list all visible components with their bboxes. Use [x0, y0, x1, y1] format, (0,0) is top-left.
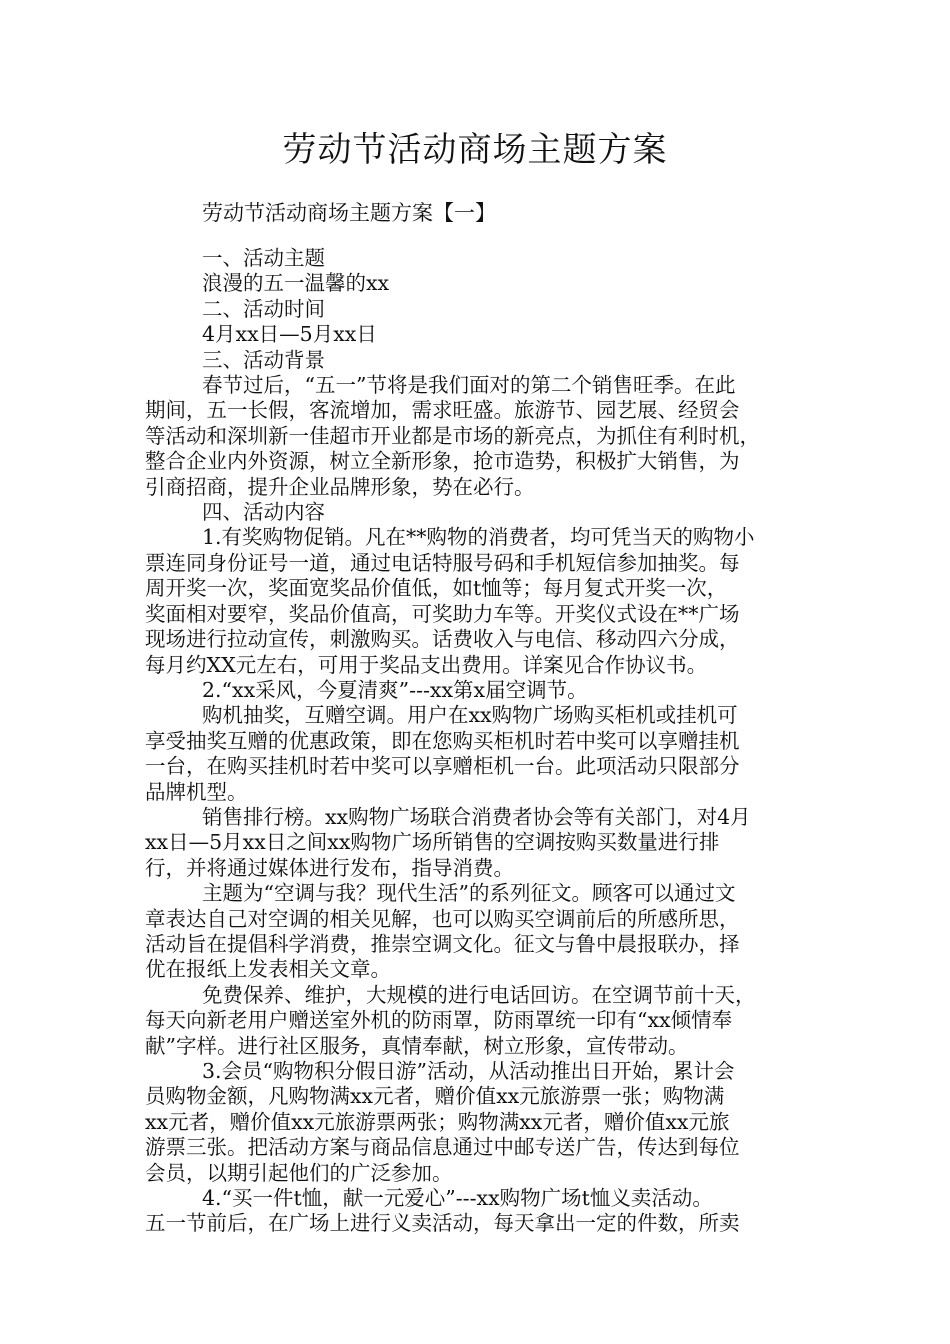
body-line: 销售排行榜。xx购物广场联合消费者协会等有关部门，对4月 — [202, 804, 751, 829]
document-title: 劳动节活动商场主题方案 — [282, 130, 668, 170]
body-line: 游票三张。把活动方案与商品信息通过中邮专送广告，传达到每位 — [145, 1135, 740, 1160]
body-line: 每月约XX元左右，可用于奖品支出费用。详案见合作协议书。 — [145, 652, 708, 677]
body-line: 行，并将通过媒体进行发布，指导消费。 — [145, 855, 514, 880]
document-subtitle: 劳动节活动商场主题方案【一】 — [202, 201, 496, 225]
body-line: xx元者，赠价值xx元旅游票两张；购物满xx元者，赠价值xx元旅 — [145, 1109, 730, 1134]
body-line: 2.“xx采风，今夏清爽”---xx第x届空调节。 — [202, 677, 588, 702]
body-line: 一台，在购买挂机时若中奖可以享赠柜机一台。此项活动只限部分 — [145, 754, 740, 779]
body-line: 等活动和深圳新一佳超市开业都是市场的新亮点，为抓住有利时机， — [145, 423, 760, 448]
body-line: 周开奖一次，奖面宽奖品价值低，如t恤等；每月复式开奖一次， — [145, 576, 728, 601]
body-line: 期间，五一长假，客流增加，需求旺盛。旅游节、园艺展、经贸会 — [145, 398, 740, 423]
body-line: 品牌机型。 — [145, 779, 248, 804]
document-body — [145, 246, 825, 1237]
body-line: 员购物金额，凡购物满xx元者，赠价值xx元旅游票一张；购物满 — [145, 1084, 725, 1109]
body-line: 章表达自己对空调的相关见解，也可以购买空调前后的所感所思， — [145, 906, 740, 931]
body-line: 享受抽奖互赠的优惠政策，即在您购买柜机时若中奖可以享赠挂机 — [145, 728, 740, 753]
body-line: 1.有奖购物促销。凡在**购物的消费者，均可凭当天的购物小 — [202, 525, 755, 550]
body-line: 五一节前后，在广场上进行义卖活动，每天拿出一定的件数，所卖 — [145, 1211, 740, 1236]
body-line: 奖面相对要窄，奖品价值高，可奖助力车等。开奖仪式设在**广场 — [145, 601, 740, 626]
body-line: 现场进行拉动宣传，刺激购买。话费收入与电信、移动四六分成， — [145, 627, 740, 652]
body-line: 每天向新老用户赠送室外机的防雨罩，防雨罩统一印有“xx倾情奉 — [145, 1008, 733, 1033]
body-line: 购机抽奖，互赠空调。用户在xx购物广场购买柜机或挂机可 — [202, 703, 738, 728]
body-line: 一、活动主题 — [202, 246, 325, 270]
body-line: 引商招商，提升企业品牌形象，势在必行。 — [145, 474, 535, 499]
body-line: 献”字样。进行社区服务，真情奉献，树立形象，宣传带动。 — [145, 1033, 689, 1058]
body-line: 四、活动内容 — [202, 500, 325, 525]
body-line: 春节过后，“五一”节将是我们面对的第二个销售旺季。在此 — [202, 373, 736, 398]
body-line: 优在报纸上发表相关文章。 — [145, 957, 391, 982]
body-line: 票连同身份证号一道，通过电话特服号码和手机短信参加抽奖。每 — [145, 550, 740, 575]
body-line: 主题为“空调与我？现代生活”的系列征文。顾客可以通过文 — [202, 881, 736, 906]
body-line: 整合企业内外资源，树立全新形象，抢市造势，积极扩大销售，为 — [145, 449, 740, 474]
body-line: 浪漫的五一温馨的xx — [202, 271, 390, 296]
body-line: 4.“买一件t恤，献一元爱心”---xx购物广场t恤义卖活动。 — [202, 1186, 713, 1211]
body-line: 活动旨在提倡科学消费，推崇空调文化。征文与鲁中晨报联办，择 — [145, 931, 740, 956]
body-line: 3.会员“购物积分假日游”活动，从活动推出日开始，累计会 — [202, 1059, 735, 1083]
body-line: xx日—5月xx日之间xx购物广场所销售的空调按购买数量进行排 — [145, 830, 720, 855]
body-line: 免费保养、维护，大规模的进行电话回访。在空调节前十天， — [202, 982, 756, 1007]
body-line: 三、活动背景 — [202, 347, 325, 372]
body-line: 4月xx日—5月xx日 — [202, 322, 377, 347]
body-line: 会员，以期引起他们的广泛参加。 — [145, 1160, 453, 1185]
body-line: 二、活动时间 — [202, 296, 325, 321]
